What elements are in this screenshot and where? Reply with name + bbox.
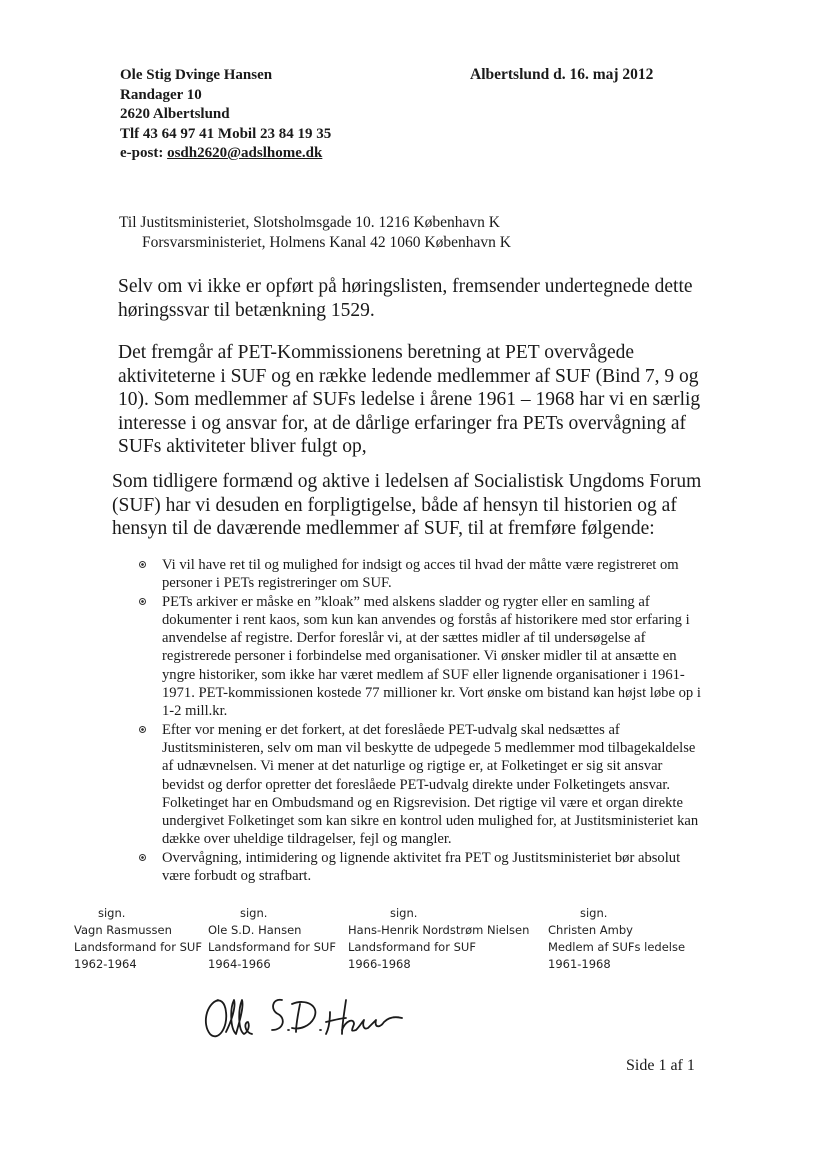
list-item (136, 593, 704, 721)
signatory-1 (74, 905, 202, 973)
signatory-years: 1966-1968 (348, 957, 411, 971)
sender-street: Randager 10 (120, 86, 202, 103)
sign-label: sign. (580, 906, 608, 920)
signatory-role: Medlem af SUFs ledelse (548, 940, 686, 954)
signatory-name: Ole S.D. Hansen (208, 923, 302, 937)
bullet-icon (139, 561, 146, 568)
list-item (136, 849, 704, 886)
list-item-text: Efter vor mening er det forkert, at det foreslåede PET-udvalg skal nedsættes af Justitsministeren, selv om man vil beskytte de udpegede 5 medlemmer mod tilbagekaldelse af udnævnelsen. Vi mener at det naturlige og rigtige er, at Folketinget er sig sit ansvar bevidst og derfor opretter det foreslåede PET-udvalg direkte under Folketingets ansvar. Folketinget har en Ombudsmand og en Rigsrevision. Det rigtige vil være et organ direkte undergivet Folketinget som kan sikre en kontrol uden mulighed for, at Justitsministeriet kan dække over uheldige tildragelser, fejl og mangler. (162, 721, 699, 848)
signature-stroke (272, 1000, 283, 1030)
recipients (119, 213, 511, 253)
dateline: Albertslund d. 16. maj 2012 (470, 66, 654, 83)
list-item-text: Vi vil have ret til og mulighed for indsigt og acces til hvad der måtte være registreret om personer i PETs registreringer om SUF. (162, 557, 679, 592)
signatory-years: 1962-1964 (74, 957, 137, 971)
bullet-icon (139, 598, 146, 605)
page-footer: Side 1 af 1 (626, 1057, 695, 1074)
signatory-3 (348, 905, 529, 973)
paragraph-obligation: Som tidligere formænd og aktive i ledelsen af Socialistisk Ungdoms Forum (SUF) har vi desuden en forpligtigelse, både af hensyn til historien og af hensyn til de daværende medlemmer af SUF, til at fremføre følgende: (112, 471, 702, 539)
sender-phone: Tlf 43 64 97 41 Mobil 23 84 19 35 (120, 125, 332, 142)
signatory-4 (548, 905, 685, 973)
paragraph-background: Det fremgår af PET-Kommissionens beretning at PET overvågede aktiviteterne i SUF og en række ledende medlemmer af SUF (Bind 7, 9 og 10). Som medlemmer af SUFs ledelse i årene 1961 – 1968 har vi en særlig interesse i og ansvar for, at de dårlige erfaringer fra PETs overvågning af SUFs aktiviteter bliver fulgt op, (118, 342, 701, 457)
signatory-role: Landsformand for SUF (74, 940, 202, 954)
email-link[interactable]: osdh2620@adslhome.dk (167, 145, 323, 161)
signatory-name: Vagn Rasmussen (74, 923, 172, 937)
list-item-text: Overvågning, intimidering og lignende aktivitet fra PET og Justitsministeriet bør absolut være forbudt og strafbart. (162, 849, 681, 885)
sender-city: 2620 Albertslund (120, 106, 230, 122)
email-label: e-post: (120, 145, 168, 161)
demands-list (136, 556, 704, 885)
signatory-name: Hans-Henrik Nordstrøm Nielsen (348, 923, 530, 937)
signatory-role: Landsformand for SUF (208, 940, 336, 954)
sender-name: Ole Stig Dvinge Hansen (120, 67, 273, 83)
signature-stroke (206, 1000, 226, 1036)
recipient-line-1: Til Justitsministeriet, Slotsholmsgade 10. 1216 København K (119, 214, 500, 231)
sign-label: sign. (240, 906, 268, 920)
list-item (136, 721, 704, 849)
signatory-role: Landsformand for SUF (348, 940, 476, 954)
signatory-years: 1964-1966 (208, 957, 271, 971)
recipient-line-2: Forsvarsministeriet, Holmens Kanal 42 1060 København K (142, 234, 511, 251)
signatory-years: 1961-1968 (548, 957, 611, 971)
list-item-text: PETs arkiver er måske en ”kloak” med alskens sladder og rygter eller en samling af dokumenter i rent kaos, som kun kan anvendes og forstås af historikere med stor erfaring i anvendelse af registre. Derfor foreslår vi, at der sættes midler af til undersøgelse af registrerede personer i forbindelse med organisationer. Vi ønsker midler til at ansætte en yngre historiker, som ikke har været medlem af SUF eller lignende organisationer i 1961-1971. PET-kommissionen kostede 77 millioner kr. Vort ønske om bistand kan højst løbe op i 1-2 mill.kr. (162, 593, 701, 720)
signatory-2 (208, 905, 336, 973)
bullet-icon (139, 854, 146, 861)
signature-stroke (342, 1017, 402, 1031)
handwritten-signature (196, 990, 406, 1042)
signatory-name: Christen Amby (548, 923, 633, 937)
sender-email-line (120, 144, 331, 164)
sender-address (120, 66, 331, 164)
signature-stroke (292, 1002, 315, 1032)
sign-label: sign. (98, 906, 126, 920)
list-item (136, 556, 704, 593)
paragraph-intro: Selv om vi ikke er opført på høringslisten, fremsender undertegnede dette høringssvar til betænkning 1529. (118, 276, 693, 321)
bullet-icon (139, 726, 146, 733)
sign-label: sign. (390, 906, 418, 920)
signature-stroke (226, 1000, 252, 1034)
